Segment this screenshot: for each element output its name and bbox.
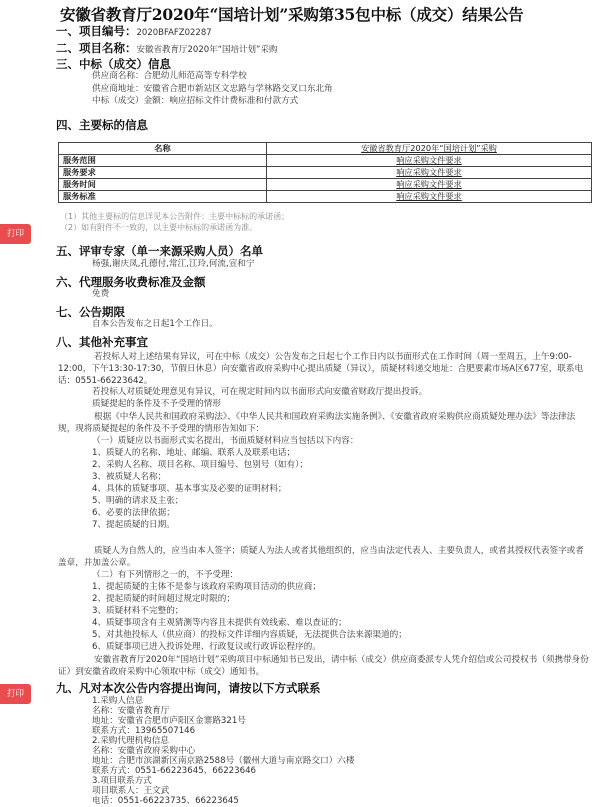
section-project-name	[56, 40, 277, 56]
table-value: 响应采购文件要求	[267, 179, 592, 191]
list-item: 4、质疑事项含有主观猜测等内容且未提供有效线索、难以查证的；	[92, 618, 347, 628]
table-value: 响应采购文件要求	[267, 167, 592, 179]
section-period-heading: 七、公告期限	[56, 305, 125, 319]
list-item: 1、质疑人的名称、地址、邮编、联系人及联系电话；	[92, 448, 296, 458]
contact-line: 地址：合肥市滨湖新区南京路2588号（徽州大道与南京路交口）六楼	[92, 756, 355, 766]
contact-line: 1.采购人信息	[92, 696, 144, 706]
section-contact-heading: 九、凡对本次公告内容提出询问，请按以下方式联系	[56, 681, 321, 695]
list-item: 5、对其他投标人（供应商）的投标文件详细内容质疑，无法提供合法来源渠道的；	[92, 630, 407, 640]
fee-value: 免费	[92, 289, 110, 299]
section-main-items-heading: 四、主要标的信息	[56, 118, 148, 132]
main-items-table	[58, 142, 592, 203]
list-item: 3、质疑材料不完整的；	[92, 606, 184, 616]
section-heading: 一、项目编号：	[56, 24, 137, 38]
project-name-value: 安徽省教育厅2020年“国培计划”采购	[136, 45, 278, 55]
period-value: 自本公告发布之日起1个工作日。	[92, 319, 218, 329]
contact-line: 联系方式：0551-66223645、66223646	[92, 766, 257, 776]
conditions-heading: 质疑提起的条件及不予受理的情形	[92, 399, 221, 409]
table-value: 响应采购文件要求	[267, 155, 592, 167]
table-row	[59, 155, 592, 167]
list-item: 4、具体的质疑事项、基本事实及必要的证明材料；	[92, 484, 287, 494]
legal-basis-paragraph: 根据《中华人民共和国政府采购法》、《中华人民共和国政府采购法实施条例》、《安徽省政府采购供应商质疑处理办法》等法律法规，现将质疑提起的条件及不予受理的情形告知如下：	[58, 412, 576, 434]
print-button[interactable]: 打印	[0, 684, 31, 704]
section-other-heading: 八、其他补充事宜	[56, 335, 148, 349]
table-key: 服务范围	[59, 155, 267, 167]
rejection-heading: （二）有下列情形之一的，不予受理：	[92, 570, 239, 580]
table-row	[59, 191, 592, 203]
contact-line: 2.采购代理机构信息	[92, 736, 169, 746]
table-key: 服务要求	[59, 167, 267, 179]
notice-paragraph: 安徽省教育厅2020年“国培计划”采购项目中标通知书已发出，请中标（成交）供应商委派专人凭介绍信或公司授权书（须携带身份证）到安徽省政府采购中心领取中标（成交）通知书。	[58, 655, 589, 677]
project-number-value: 2020BFAFZ02287	[136, 28, 212, 38]
objection-paragraph: 若投标人对上述结果有异议，可在中标（成交）公告发布之日起七个工作日内以书面形式在工作时间（周一至周五，上午9:00-12:00，下午13:30-17:30，节假日休息）向安徽省政府采购中心提出质疑（异议），质疑材料递交地址：合肥要素市场A区677室，联系电话：0551-66223642。	[58, 352, 584, 386]
table-note: （1）其他主要标的信息详见本公告附件：主要中标标的承诺函；	[60, 212, 290, 221]
complaint-paragraph: 若投标人对质疑处理意见有异议，可在规定时间内以书面形式向安徽省财政厅提出投诉。	[92, 387, 428, 397]
list-item: 5、明确的请求及主张；	[92, 496, 184, 506]
experts-list: 杨强,谢庆凤,孔德付,常江,江玲,何流,宣和宁	[92, 259, 255, 269]
table-value: 安徽省教育厅2020年“国培计划”采购	[267, 143, 592, 155]
contact-line: 地址：安徽省合肥市庐阳区金寨路321号	[92, 716, 246, 726]
contact-line: 3.项目联系方式	[92, 776, 152, 786]
print-button[interactable]: 打印	[0, 224, 31, 244]
section-fee-heading: 六、代理服务收费标准及金额	[56, 275, 206, 289]
list-item: 7、提起质疑的日期。	[92, 520, 175, 530]
signature-paragraph: 质疑人为自然人的，应当由本人签字；质疑人为法人或者其他组织的，应当由法定代表人、主要负责人，或者其授权代表签字或者盖章，并加盖公章。	[58, 546, 584, 568]
table-value: 响应采购文件要求	[267, 191, 592, 203]
written-form-requirement: （一）质疑应以书面形式实名提出，书面质疑材料应当包括以下内容：	[92, 436, 359, 446]
contact-line: 电话：0551-66223735、66223645	[92, 796, 239, 806]
contact-line: 项目联系人：王文武	[92, 786, 170, 796]
list-item: 3、被质疑人名称；	[92, 472, 167, 482]
contact-line: 名称：安徽省教育厅	[92, 706, 170, 716]
supplier-address: 供应商地址：安徽省合肥市新站区文忠路与学林路交叉口东北角	[92, 84, 333, 94]
award-amount: 中标（成交）金额：响应招标文件计费标准和付款方式	[92, 96, 299, 106]
table-row	[59, 179, 592, 191]
table-key: 名称	[59, 143, 267, 155]
page-title: 安徽省教育厅2020年“国培计划”采购第35包中标（成交）结果公告	[60, 5, 524, 24]
section-project-number	[56, 23, 212, 39]
list-item: 2、提起质疑的时间超过规定时限的；	[92, 594, 235, 604]
list-item: 6、必要的法律依据；	[92, 508, 175, 518]
contact-line: 名称：安徽省政府采购中心	[92, 746, 196, 756]
table-row	[59, 143, 592, 155]
list-item: 6、质疑事项已进入投诉处理、行政复议或行政诉讼程序的。	[92, 642, 321, 652]
section-experts-heading: 五、评审专家（单一来源采购人员）名单	[56, 244, 263, 258]
section-award-info-heading: 三、中标（成交）信息	[56, 57, 171, 71]
table-key: 服务标准	[59, 191, 267, 203]
list-item: 2、采购人名称、项目名称、项目编号、包别号（如有）；	[92, 460, 309, 470]
table-note: （2）如有附件不一致的，以主要中标标的承诺函为准。	[60, 223, 258, 232]
section-heading: 二、项目名称：	[56, 41, 137, 55]
contact-line: 联系方式：13965507146	[92, 726, 196, 736]
list-item: 1、提起质疑的主体不是参与该政府采购项目活动的供应商；	[92, 582, 321, 592]
supplier-name: 供应商名称：合肥幼儿师范高等专科学校	[92, 71, 247, 81]
table-key: 服务时间	[59, 179, 267, 191]
table-row	[59, 167, 592, 179]
